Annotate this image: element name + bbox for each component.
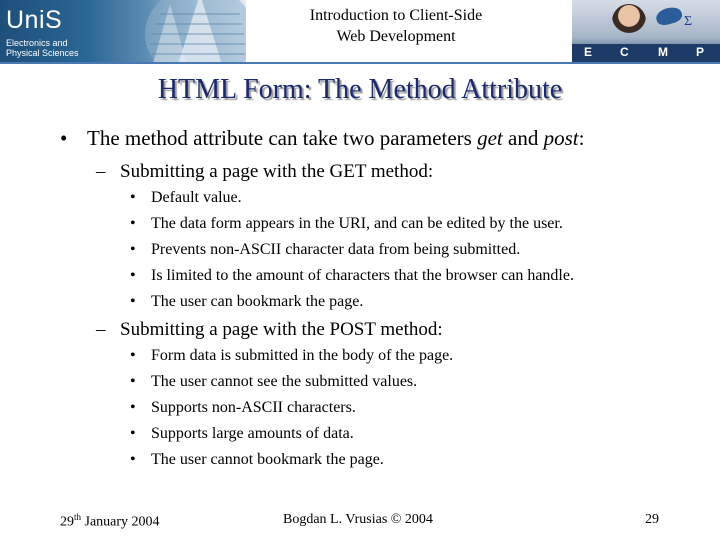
course-title bbox=[258, 5, 534, 47]
post-item-text: Supports non-ASCII characters. bbox=[151, 399, 356, 416]
logo-department bbox=[6, 38, 79, 58]
get-item-text: The data form appears in the URI, and can be edited by the user. bbox=[151, 215, 563, 232]
get-item-text: Default value. bbox=[151, 189, 242, 206]
item-bullet: • bbox=[130, 451, 136, 468]
post-item-text: Form data is submitted in the body of the page. bbox=[151, 347, 454, 364]
get-item-text: Is limited to the amount of characters that the browser can handle. bbox=[151, 267, 574, 284]
ecmp-logo bbox=[572, 0, 720, 62]
get-heading: Submitting a page with the GET method: bbox=[120, 161, 434, 182]
logo-wordmark: UniS bbox=[6, 6, 63, 34]
item-bullet: • bbox=[130, 399, 136, 416]
header-banner bbox=[0, 0, 720, 62]
ecmp-letter-p: P bbox=[696, 45, 705, 59]
item-bullet: • bbox=[130, 189, 136, 206]
footer-date-rest: January 2004 bbox=[81, 514, 160, 530]
item-bullet: • bbox=[130, 373, 136, 390]
logo-dept-line1: Electronics and bbox=[6, 38, 68, 48]
course-title-line1: Introduction to Client-Side bbox=[309, 7, 483, 24]
dolphin-icon bbox=[654, 5, 683, 27]
intro-text bbox=[87, 126, 584, 151]
ecmp-letter-m: M bbox=[658, 45, 668, 59]
unis-logo bbox=[0, 0, 246, 62]
footer-date-suffix: th bbox=[74, 512, 82, 522]
ecmp-letter-e: E bbox=[584, 45, 593, 59]
item-bullet: • bbox=[130, 425, 136, 442]
post-item-text: Supports large amounts of data. bbox=[151, 425, 354, 442]
logo-dept-line2: Physical Sciences bbox=[6, 48, 79, 58]
footer-date bbox=[60, 512, 160, 531]
building-image bbox=[130, 0, 246, 62]
intro-post: post bbox=[543, 126, 579, 150]
post-item-text: The user cannot see the submitted values. bbox=[151, 373, 418, 390]
intro-before: The method attribute can take two parameters bbox=[87, 126, 478, 150]
intro-and: and bbox=[502, 126, 544, 150]
ecmp-letters bbox=[572, 44, 720, 62]
page-number: 29 bbox=[645, 512, 659, 527]
get-item-text: Prevents non-ASCII character data from being submitted. bbox=[151, 241, 521, 258]
item-bullet: • bbox=[130, 293, 136, 310]
post-item-text: The user cannot bookmark the page. bbox=[151, 451, 384, 468]
header-divider bbox=[0, 62, 720, 64]
slide-title: HTML Form: The Method Attribute bbox=[157, 74, 563, 105]
sigma-icon: Σ bbox=[684, 14, 693, 29]
footer-date-day: 29 bbox=[60, 514, 74, 530]
intro-get: get bbox=[477, 126, 503, 150]
intro-after: : bbox=[578, 126, 585, 150]
ecmp-letter-c: C bbox=[620, 45, 629, 59]
item-bullet: • bbox=[130, 347, 136, 364]
item-bullet: • bbox=[130, 267, 136, 284]
get-item-text: The user can bookmark the page. bbox=[151, 293, 364, 310]
sub-bullet: – bbox=[96, 319, 106, 340]
course-title-line2: Web Development bbox=[336, 28, 456, 45]
sub-bullet: – bbox=[96, 161, 106, 182]
main-bullet: • bbox=[60, 126, 68, 150]
footer-author: Bogdan L. Vrusias © 2004 bbox=[283, 512, 433, 527]
item-bullet: • bbox=[130, 215, 136, 232]
item-bullet: • bbox=[130, 241, 136, 258]
person-photo bbox=[612, 4, 646, 38]
post-heading: Submitting a page with the POST method: bbox=[120, 319, 443, 340]
